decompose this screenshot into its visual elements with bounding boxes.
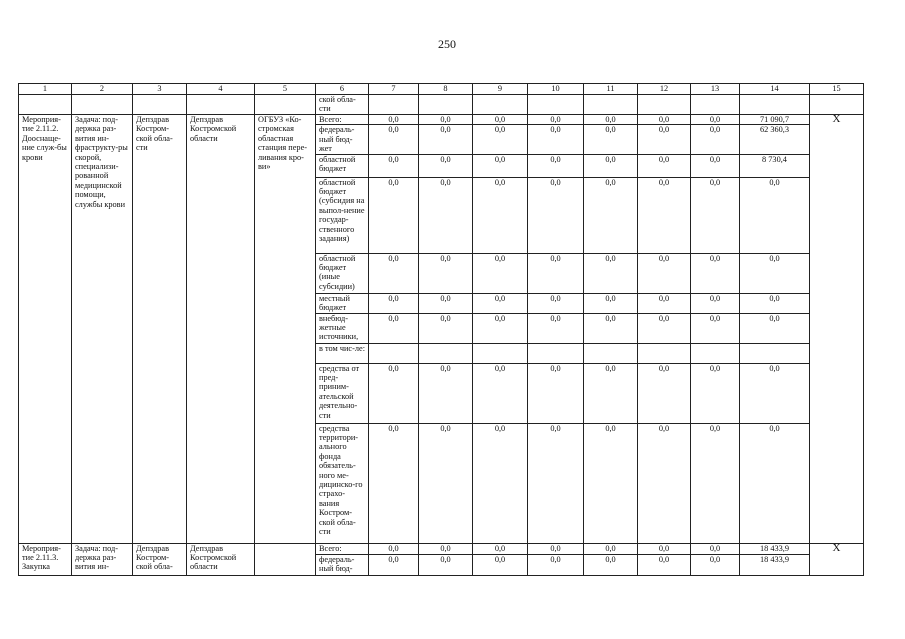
value-cell: 0,0 xyxy=(691,313,740,343)
value-cell: 0,0 xyxy=(419,423,473,543)
value-cell: 0,0 xyxy=(740,293,810,313)
value-cell: 0,0 xyxy=(369,313,419,343)
funding-source-cell: средства территори-ального фонда обязатель-ного ме-дицинско-го страхо-вания Костром-ской обла-сти xyxy=(316,423,369,543)
value-cell: 0,0 xyxy=(369,154,419,177)
funding-source-cell: федераль-ный бюд-жет xyxy=(316,125,369,154)
value-cell: 0,0 xyxy=(691,543,740,554)
value-cell: 71 090,7 xyxy=(740,115,810,125)
column-header: 11 xyxy=(584,84,638,95)
value-cell: 0,0 xyxy=(419,125,473,154)
funding-source-cell: Всего: xyxy=(316,543,369,554)
value-cell: 0,0 xyxy=(473,313,528,343)
value-cell: 0,0 xyxy=(369,253,419,293)
value-cell: 0,0 xyxy=(584,253,638,293)
column-header: 13 xyxy=(691,84,740,95)
column-header: 2 xyxy=(72,84,133,95)
value-cell: 0,0 xyxy=(584,154,638,177)
column-header: 4 xyxy=(187,84,255,95)
value-cell: 0,0 xyxy=(528,154,584,177)
value-cell: 0,0 xyxy=(369,363,419,423)
table-row xyxy=(19,115,864,125)
value-cell: 0,0 xyxy=(740,423,810,543)
value-cell: 0,0 xyxy=(740,177,810,253)
value-cell: 0,0 xyxy=(473,363,528,423)
funding-source-cell: областной бюджет xyxy=(316,154,369,177)
column-header: 5 xyxy=(255,84,316,95)
value-cell: 0,0 xyxy=(638,154,691,177)
value-cell: 0,0 xyxy=(638,363,691,423)
value-cell: 62 360,3 xyxy=(740,125,810,154)
value-cell: 0,0 xyxy=(528,423,584,543)
value-cell: 0,0 xyxy=(691,125,740,154)
measure-name-cell: Мероприя-тие 2.11.2. Дооснаще-ние служ-бы крови xyxy=(19,115,72,544)
value-cell: 0,0 xyxy=(528,125,584,154)
value-cell: 0,0 xyxy=(691,253,740,293)
value-cell: 0,0 xyxy=(528,363,584,423)
value-cell: 0,0 xyxy=(473,423,528,543)
value-cell: 0,0 xyxy=(369,554,419,575)
executor-cell xyxy=(255,543,316,575)
value-cell: 0,0 xyxy=(419,253,473,293)
page-number: 250 xyxy=(438,37,456,51)
responsible-cell: Депздрав Костром-ской обла-сти xyxy=(133,115,187,544)
measure-name-cell: Мероприя-тие 2.11.3. Закупка xyxy=(19,543,72,575)
value-cell: 0,0 xyxy=(584,363,638,423)
value-cell: 0,0 xyxy=(369,115,419,125)
value-cell: 0,0 xyxy=(740,313,810,343)
value-cell: 0,0 xyxy=(419,115,473,125)
value-cell: 0,0 xyxy=(369,543,419,554)
value-cell: 0,0 xyxy=(528,293,584,313)
continuation-source-cell: ской обла-сти xyxy=(316,95,369,115)
value-cell: 0,0 xyxy=(638,543,691,554)
column-header: 9 xyxy=(473,84,528,95)
column-header: 12 xyxy=(638,84,691,95)
executor-cell: ОГБУЗ «Ко-стромская областная станция пере-ливания кро-ви» xyxy=(255,115,316,544)
result-mark-cell: X xyxy=(810,115,864,544)
value-cell: 0,0 xyxy=(584,125,638,154)
value-cell: 0,0 xyxy=(691,423,740,543)
task-cell: Задача: под-держка раз-вития ин-фраструкту-ры скорой, специализи-рованной медицинской помощи, службы крови xyxy=(72,115,133,544)
value-cell: 0,0 xyxy=(528,253,584,293)
value-cell: 18 433,9 xyxy=(740,554,810,575)
funding-source-cell: в том чис-ле: xyxy=(316,343,369,363)
value-cell: 0,0 xyxy=(638,423,691,543)
value-cell: 0,0 xyxy=(691,293,740,313)
customer-cell: Депздрав Костромской области xyxy=(187,115,255,544)
funding-source-cell: местный бюджет xyxy=(316,293,369,313)
funding-source-cell: внебюд-жетные источники, xyxy=(316,313,369,343)
value-cell: 0,0 xyxy=(584,115,638,125)
column-header: 10 xyxy=(528,84,584,95)
value-cell: 0,0 xyxy=(528,554,584,575)
value-cell: 0,0 xyxy=(419,554,473,575)
value-cell: 8 730,4 xyxy=(740,154,810,177)
value-cell xyxy=(691,343,740,363)
value-cell: 0,0 xyxy=(584,543,638,554)
table-row xyxy=(19,543,864,554)
value-cell xyxy=(740,343,810,363)
column-header: 6 xyxy=(316,84,369,95)
continuation-row xyxy=(19,95,864,115)
value-cell: 0,0 xyxy=(740,253,810,293)
value-cell: 0,0 xyxy=(691,177,740,253)
value-cell: 0,0 xyxy=(638,313,691,343)
value-cell: 0,0 xyxy=(691,154,740,177)
column-number-row xyxy=(19,84,864,95)
funding-source-cell: федераль-ный бюд- xyxy=(316,554,369,575)
value-cell: 0,0 xyxy=(638,293,691,313)
value-cell: 0,0 xyxy=(419,363,473,423)
column-header: 7 xyxy=(369,84,419,95)
value-cell: 0,0 xyxy=(691,554,740,575)
value-cell: 0,0 xyxy=(473,154,528,177)
value-cell: 0,0 xyxy=(419,154,473,177)
value-cell: 0,0 xyxy=(473,125,528,154)
result-mark-cell: X xyxy=(810,543,864,575)
value-cell: 0,0 xyxy=(473,253,528,293)
value-cell: 0,0 xyxy=(584,177,638,253)
value-cell: 0,0 xyxy=(473,293,528,313)
value-cell: 0,0 xyxy=(638,554,691,575)
column-header: 1 xyxy=(19,84,72,95)
value-cell: 0,0 xyxy=(369,125,419,154)
value-cell xyxy=(528,343,584,363)
responsible-cell: Депздрав Костром-ской обла- xyxy=(133,543,187,575)
value-cell: 0,0 xyxy=(638,125,691,154)
funding-source-cell: средства от пред-приним-ательской деятельно-сти xyxy=(316,363,369,423)
column-header: 8 xyxy=(419,84,473,95)
value-cell: 0,0 xyxy=(419,293,473,313)
funding-source-cell: Всего: xyxy=(316,115,369,125)
value-cell: 0,0 xyxy=(691,115,740,125)
value-cell: 0,0 xyxy=(584,554,638,575)
value-cell: 0,0 xyxy=(740,363,810,423)
value-cell: 18 433,9 xyxy=(740,543,810,554)
value-cell: 0,0 xyxy=(369,293,419,313)
column-header: 3 xyxy=(133,84,187,95)
value-cell: 0,0 xyxy=(638,177,691,253)
value-cell: 0,0 xyxy=(691,363,740,423)
value-cell: 0,0 xyxy=(528,115,584,125)
value-cell: 0,0 xyxy=(528,313,584,343)
value-cell xyxy=(473,343,528,363)
value-cell: 0,0 xyxy=(528,543,584,554)
value-cell: 0,0 xyxy=(584,293,638,313)
value-cell: 0,0 xyxy=(638,115,691,125)
value-cell: 0,0 xyxy=(528,177,584,253)
value-cell: 0,0 xyxy=(419,177,473,253)
value-cell xyxy=(419,343,473,363)
value-cell: 0,0 xyxy=(369,423,419,543)
column-header: 15 xyxy=(810,84,864,95)
value-cell: 0,0 xyxy=(419,313,473,343)
task-cell: Задача: под-держка раз-вития ин- xyxy=(72,543,133,575)
column-header: 14 xyxy=(740,84,810,95)
value-cell: 0,0 xyxy=(473,543,528,554)
budget-table xyxy=(18,83,864,576)
value-cell: 0,0 xyxy=(584,423,638,543)
value-cell: 0,0 xyxy=(584,313,638,343)
value-cell xyxy=(638,343,691,363)
value-cell: 0,0 xyxy=(473,554,528,575)
value-cell xyxy=(369,343,419,363)
value-cell xyxy=(584,343,638,363)
customer-cell: Депздрав Костромской области xyxy=(187,543,255,575)
value-cell: 0,0 xyxy=(473,177,528,253)
funding-source-cell: областной бюджет (субсидия на выпол-нение государ-ственного задания) xyxy=(316,177,369,253)
value-cell: 0,0 xyxy=(419,543,473,554)
value-cell: 0,0 xyxy=(369,177,419,253)
funding-source-cell: областной бюджет (иные субсидии) xyxy=(316,253,369,293)
value-cell: 0,0 xyxy=(638,253,691,293)
value-cell: 0,0 xyxy=(473,115,528,125)
